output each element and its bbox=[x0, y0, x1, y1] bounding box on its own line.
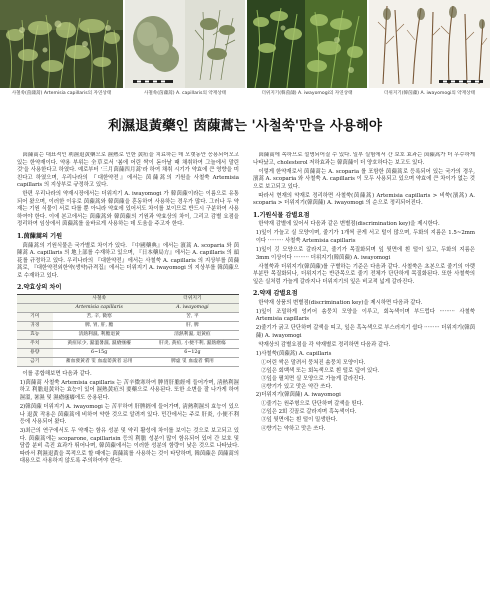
paragraph: 한편 우리나라의 약재시장에서는 더위지기 A. iwayomogi 가 韓茵蔯이라는 이름으로 유통되어 왔으며, 이러한 이유로 茵蔯蒿와 韓茵蔯을 혼동하여 사용하는 경우가 많다. 그러나 두 약재는 기원 식물이 서로 다를 뿐 아니라 약효에 있어서도 차이를 보이므로 반드시 구분하여 사용하여야 한다. 이에 본고에서는 茵蔯蒿와 韓茵蔯의 기원과 약효상의 차이, 그리고 감별 요점을 정리하여 임상에서 茵蔯蒿를 올바르게 사용하는 데 도움을 주고자 한다. bbox=[17, 191, 239, 228]
left-column-top-text bbox=[17, 152, 239, 292]
table-row-label: 귀경 bbox=[17, 321, 53, 330]
sub-list-item: ④향기가 있고 맛은 약간 쓰다. bbox=[261, 384, 333, 391]
table-row bbox=[17, 321, 239, 330]
right-column-text bbox=[253, 152, 475, 433]
list-item: 1)잎이 가늘고 실 모양이며, 줄기가 1개씩 곧게 서고 털이 많으며, 두화의 지름은 1.5~2mm 이다 ········· 사철쑥 Artemisia capillaris bbox=[255, 230, 475, 244]
list-item: 2)줄기가 굵고 단단하며 갈색을 띠고, 잎은 흑녹색으로 부스러지기 쉽다 ········· 더위지기(韓茵蔯) A. iwayomogi bbox=[255, 325, 475, 339]
sub-list-item: ③잎 뒷면에는 흰 털이 밀생한다. bbox=[261, 417, 338, 424]
list-item: 3)최근의 연구에서도 두 약재는 함유 성분 및 약리 활성에 차이를 보이는 것으로 보고되고 있다. 茵蔯蒿에는 scoparone, capillarisin 등의 利膽 성분이 많이 함유되어 있어 간 보호 및 담즙 분비 촉진 효과가 뛰어나며, 韓茵蔯에서는 이러한 성분의 함량이 낮은 것으로 나타났다. 따라서 利濕退黃을 목적으로 할 때에는 茵蔯蒿를 사용하는 것이 타당하며, 韓茵蔯은 茵蔯蒿의 대용으로 사용하지 않도록 주의하여야 한다. bbox=[19, 428, 239, 465]
table-cell: 肝炎, 黃疸, 小便不利, 濕熱瘡瘍 bbox=[146, 339, 239, 348]
table-cell: 肝, 脾 bbox=[146, 321, 239, 330]
table-header-cell bbox=[17, 294, 53, 303]
paragraph: 이를 종합해보면 다음과 같다. bbox=[22, 370, 92, 377]
sub-list-item: ②잎은 회백색 또는 회녹색으로 흰 털로 덮여 있다. bbox=[261, 368, 380, 375]
table-row-label: 용량 bbox=[17, 348, 53, 357]
paragraph: 茵蔯蒿는 대표적인 利濕退黃藥으로 濕熱로 인한 黃疸을 치료하는 데 오랫동안 응용되어오고 있는 한약재이다. 약용 부위는 全草로서 '봄에 어린 싹이 돋아날 때 채취하여 그늘에서 말린 것'을 사용한다고 하였다. 예로부터 '三月茵蔯四月蒿'라 하여 채취 시기가 약효에 큰 영향을 미친다고 하였으며, 우리나라의 『대한약전』에서는 茵蔯蒿의 기원을 사철쑥 Artemisia capillaris 의 지상부로 규정하고 있다. bbox=[17, 152, 239, 189]
table-subheader-row bbox=[17, 303, 239, 312]
photo-iwayomogi-natural bbox=[247, 0, 367, 88]
section-heading: 1.茵蔯蒿의 기원 bbox=[17, 232, 63, 240]
table-header-cell: A. iwayomogi bbox=[146, 303, 239, 312]
paragraph: 茵蔯蒿에 속하므로 설명되어질 수 있다. 일부 실험에서 간 보호 효과는 茵蔯蒿가 더 우수하게 나타났고, cholesterol 저하효과는 韓茵蔯이 더 양호하다는 보고도 있다. bbox=[253, 152, 475, 166]
sub-list-item: ③잎을 펼치면 실 모양으로 가늘게 갈라진다. bbox=[261, 376, 366, 383]
sub-list-item: ①줄기는 원주형으로 단단하며 갈색을 띤다. bbox=[261, 401, 364, 408]
table-cell: 脾虛 및 血虛者 愼用 bbox=[146, 357, 239, 366]
table-cell: 6~12g bbox=[146, 348, 239, 357]
table-header-cell: 더위지기 bbox=[146, 294, 239, 303]
table-row-label: 효능 bbox=[17, 330, 53, 339]
paragraph: 약재상의 감별요점을 각 약재별로 정리하면 다음과 같다. bbox=[258, 342, 391, 349]
table-row bbox=[17, 330, 239, 339]
photo-capillaris-herb bbox=[125, 0, 245, 88]
paragraph: 이렇게 한약재로서 茵蔯蒿는 A. scoparia 를 포함한 茵蔯蒿로 등록되어 있는 국가의 경우, 濱蒿 A. scoparia 와 사철쑥 A. capillaris 이 모두 사용되고 있으며 약효에 큰 차이가 없는 것으로 보고되고 있다. bbox=[253, 168, 475, 190]
list-item: 1)茵蔯蒿 사철쑥 Artemisia capillaris 는 苦辛微寒하여 脾胃肝膽經에 들어가며, 淸熱利濕하고 利膽退黃하는 효능이 있어 濕熱黃疸의 要藥으로 사용된다. 또한 소변을 잘 나가게 하여 濕溫, 暑濕 및 濕瘡瘙癢에도 응용된다. bbox=[19, 379, 239, 401]
table-cell: 6~15g bbox=[53, 348, 146, 357]
paragraph: 사철쑥과 더위지기(韓茵蔯)를 구별하는 기준은 다음과 같다. 사철쑥은 초본으로 줄기의 아랫부분만 목질화되나, 더위지기는 반관목으로 줄기 전체가 단단하게 목질화된다. 또한 사철쑥의 잎은 실처럼 가늘게 갈라지나 더위지기의 잎은 비교적 넓게 갈라진다. bbox=[253, 263, 475, 285]
list-item: 1)잎이 조밀하게 엉키어 솜뭉치 모양을 이루고, 회녹색이며 부드럽다 ········· 사철쑥 Artemisia capillaris bbox=[255, 308, 475, 323]
table-header-cell: 사철쑥 bbox=[53, 294, 146, 303]
table-row-label: 주치 bbox=[17, 339, 53, 348]
efficacy-comparison-table bbox=[17, 294, 239, 367]
paragraph: 한약재 감별에 있어서 다음과 같은 변별점(discrimination key)을 제시한다. bbox=[258, 221, 440, 228]
table-header-cell: Artemisia capillaris bbox=[53, 303, 146, 312]
sub-list-item: ④향기는 약하고 맛은 쓰다. bbox=[261, 425, 326, 432]
table-row-label: 금기 bbox=[17, 357, 53, 366]
efficacy-table-body bbox=[17, 312, 239, 366]
photo-caption: 사철쑥(茵蔯蒿) A. capillaris의 약재상태 bbox=[143, 91, 227, 96]
sub-list-item: ②잎은 2회 깃꼴로 갈라지며 흑녹색이다. bbox=[261, 409, 357, 416]
paragraph: 한약재 상품의 변별점(discrimination key)을 제시하면 다음과 같다. bbox=[258, 299, 423, 306]
table-row bbox=[17, 357, 239, 366]
left-column bbox=[17, 152, 239, 598]
table-cell: 黃疸尿少, 濕溫暑濕, 濕瘡瘙癢 bbox=[53, 339, 146, 348]
paragraph: 따라서 현재의 약재로 정리하면 사철쑥(茵蔯蒿) Artemisia capillaris > 비쑥(濱蒿) A. scoparia > 더위지기(韓茵蔯) A. iwayomogi 의 순으로 정리되어진다. bbox=[253, 192, 475, 207]
section-heading: 1.기원식물 감별요점 bbox=[253, 211, 310, 219]
table-row-label: 기미 bbox=[17, 312, 53, 321]
table-header-row bbox=[17, 294, 239, 303]
table-row bbox=[17, 312, 239, 321]
table-cell: 苦, 辛, 微寒 bbox=[53, 312, 146, 321]
table-cell: 淸熱利濕, 退黃疸 bbox=[146, 330, 239, 339]
table-cell: 蓄血發黃者 및 血虛萎黃者 忌用 bbox=[53, 357, 146, 366]
photo-caption: 사철쑥(茵蔯蒿) Artemisia capillaris의 자연상태 bbox=[11, 91, 112, 96]
list-item: 2)韓茵蔯 더위지기 A. iwayomogi 는 苦平하여 肝脾經에 들어가며, 淸熱利濕의 효능이 있으나 退黃 작용은 茵蔯蒿에 비하여 약한 것으로 알려져 있다. 민간에서는 주로 肝炎, 小便不利 등에 사용되어 왔다. bbox=[19, 403, 239, 426]
section-heading: 2.약재 감별요점 bbox=[253, 290, 298, 298]
table-cell: 苦, 平 bbox=[146, 312, 239, 321]
table-row bbox=[17, 348, 239, 357]
list-item: 1)사철쑥(茵蔯蒿) A. capillaris bbox=[255, 351, 332, 358]
section-heading: 2.약효상의 차이 bbox=[17, 284, 62, 292]
table-cell: 脾, 胃, 肝, 膽 bbox=[53, 321, 146, 330]
photo-caption: 더위지기(韓茵蔯) A. iwayomogi의 약재상태 bbox=[383, 91, 476, 96]
right-column bbox=[253, 152, 475, 598]
photo-iwayomogi-herb bbox=[369, 0, 490, 88]
sub-list-item: ①어린 싹은 말려서 뭉쳐진 솜뭉치 모양이다. bbox=[261, 360, 366, 367]
photo-capillaris-natural bbox=[0, 0, 123, 88]
paragraph: 茵蔯蒿의 기원식물은 국가별로 차이가 있다. 『中國藥典』에서는 濱蒿 A. scoparia 와 茵陳蒿 A. capillaris 의 地上部를 수재하고 있으며, 『日本藥局方』에서는 A. capillaris 의 頭花를 규정하고 있다. 우리나라의 『대한약전』에서는 사철쑥 A. capillaris 의 지상부를 茵蔯蒿로, 『대한약전외한약(생약)규격집』에서는 더위지기 A. iwayomogi 의 지상부를 韓茵蔯으로 수재하고 있다. bbox=[17, 242, 239, 279]
article-title: 利濕退黃藥인 茵蔯蒿는 '사철쑥'만을 사용해야 bbox=[108, 118, 382, 134]
list-item: 2)더위지기(韓茵蔯) A. iwayomogi bbox=[255, 392, 341, 399]
left-column-bottom-text bbox=[17, 371, 239, 466]
list-item: 1)잎이 깃 모양으로 갈라지고, 줄기가 목질화되며 잎 뒷면에 흰 털이 있고, 두화의 지름은 3mm 이상이다 ········· 더위지기(韓茵蔯) A. iwayomogi bbox=[255, 247, 475, 261]
table-cell: 淸熱利濕, 利膽退黃 bbox=[53, 330, 146, 339]
table-header-cell bbox=[17, 303, 53, 312]
photo-caption: 더위지기(韓茵蔯) A. iwayomogi의 자연상태 bbox=[261, 91, 353, 96]
table-row bbox=[17, 339, 239, 348]
